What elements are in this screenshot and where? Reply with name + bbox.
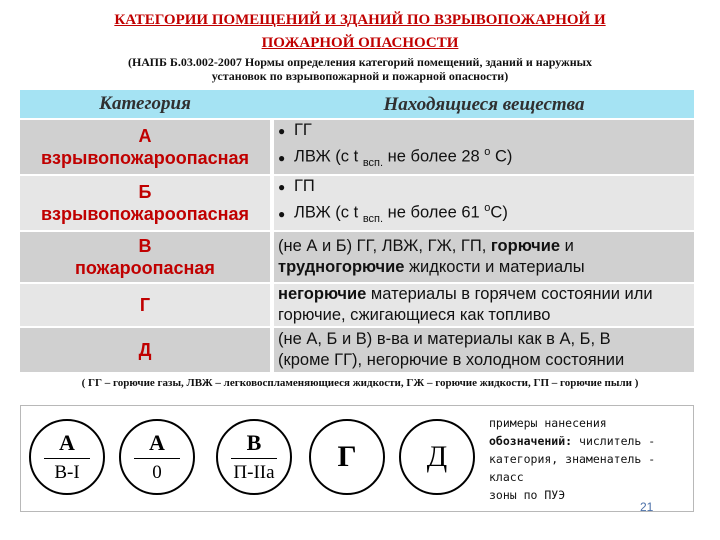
marking-circle-a-0: А 0 bbox=[119, 419, 195, 495]
page-number: 21 bbox=[640, 500, 654, 514]
substance-line: (не А и Б) ГГ, ЛВЖ, ГЖ, ГП, горючие и bbox=[278, 237, 574, 255]
marking-explanation: примеры нанесения обозначений: числитель - категория, знаменатель - класс зоны по ПУЭ bbox=[489, 416, 656, 502]
category-v bbox=[20, 232, 270, 282]
subtitle-line1: (НАПБ Б.03.002-2007 Нормы определения категорий помещений, зданий и наружных bbox=[127, 55, 593, 69]
substance-item: ЛВЖ (с t $_{всп.}$ не более 28 $^о$ С) bbox=[294, 146, 513, 169]
page-title-line1: КАТЕГОРИИ ПОМЕЩЕНИЙ И ЗДАНИЙ ПО ВЗРЫВОПОЖАРНОЙ И bbox=[114, 12, 606, 28]
table-row-b bbox=[20, 176, 694, 230]
header-category: Категория bbox=[99, 93, 191, 114]
category-a bbox=[20, 120, 270, 174]
table-row-a bbox=[20, 120, 694, 174]
fraction-line bbox=[134, 458, 180, 459]
marking-circle-a-bi: А В-І bbox=[29, 419, 105, 495]
category-d bbox=[20, 328, 270, 372]
category-g bbox=[20, 284, 270, 326]
subtitle-line2: установок по взрывопожарной и пожарной опасности) bbox=[211, 69, 509, 83]
category-name: взрывопожароопасная bbox=[40, 148, 250, 168]
substance-item: ЛВЖ (с t $_{всп.}$ не более 61 $^о$С) bbox=[294, 202, 508, 225]
bullet-icon: ● bbox=[278, 180, 286, 195]
category-name: пожароопасная bbox=[75, 258, 215, 278]
substances-a bbox=[274, 120, 694, 174]
header-substances: Находящиеся вещества bbox=[383, 93, 585, 115]
category-letter: А bbox=[138, 126, 152, 146]
category-name: взрывопожароопасная bbox=[40, 204, 250, 224]
marking-circle-g: Г bbox=[309, 419, 385, 495]
category-letter: Б bbox=[138, 182, 152, 202]
category-letter: Г bbox=[139, 295, 151, 315]
marking-examples-panel bbox=[20, 405, 694, 512]
substance-line: (кроме ГГ), негорючие в холодном состоянии bbox=[278, 351, 625, 369]
fraction-line bbox=[44, 458, 90, 459]
bullet-icon: ● bbox=[278, 150, 286, 165]
substances-g bbox=[274, 284, 694, 326]
table-row-v bbox=[20, 232, 694, 282]
category-b bbox=[20, 176, 270, 230]
bullet-icon: ● bbox=[278, 206, 286, 221]
marking-circle-v-piia: В П-ІІа bbox=[216, 419, 292, 495]
table-row-d bbox=[20, 328, 694, 372]
substances-d bbox=[274, 328, 694, 372]
fraction-line bbox=[231, 458, 277, 459]
substances-v bbox=[274, 232, 694, 282]
substance-item: ГП bbox=[294, 177, 315, 196]
table-header bbox=[20, 90, 694, 118]
substance-line: негорючие материалы в горячем состоянии или bbox=[278, 285, 653, 303]
category-letter: В bbox=[138, 236, 152, 256]
substance-line: горючие, сжигающиеся как топливо bbox=[278, 306, 551, 324]
page-title-line2: ПОЖАРНОЙ ОПАСНОСТИ bbox=[261, 35, 459, 51]
substance-line: трудногорючие жидкости и материалы bbox=[278, 258, 585, 276]
marking-circle-d: Д bbox=[399, 419, 475, 495]
abbreviation-footnote: ( ГГ – горючие газы, ЛВЖ – легковоспламеняющиеся жидкости, ГЖ – горючие жидкости, ГП – горючие пыли ) bbox=[81, 377, 639, 389]
substances-b bbox=[274, 176, 694, 230]
substance-item: ГГ bbox=[294, 121, 312, 140]
substance-line: (не А, Б и В) в-ва и материалы как в А, Б, В bbox=[278, 330, 611, 348]
category-letter: Д bbox=[138, 340, 152, 360]
table-row-g bbox=[20, 284, 694, 326]
bullet-icon: ● bbox=[278, 124, 286, 139]
